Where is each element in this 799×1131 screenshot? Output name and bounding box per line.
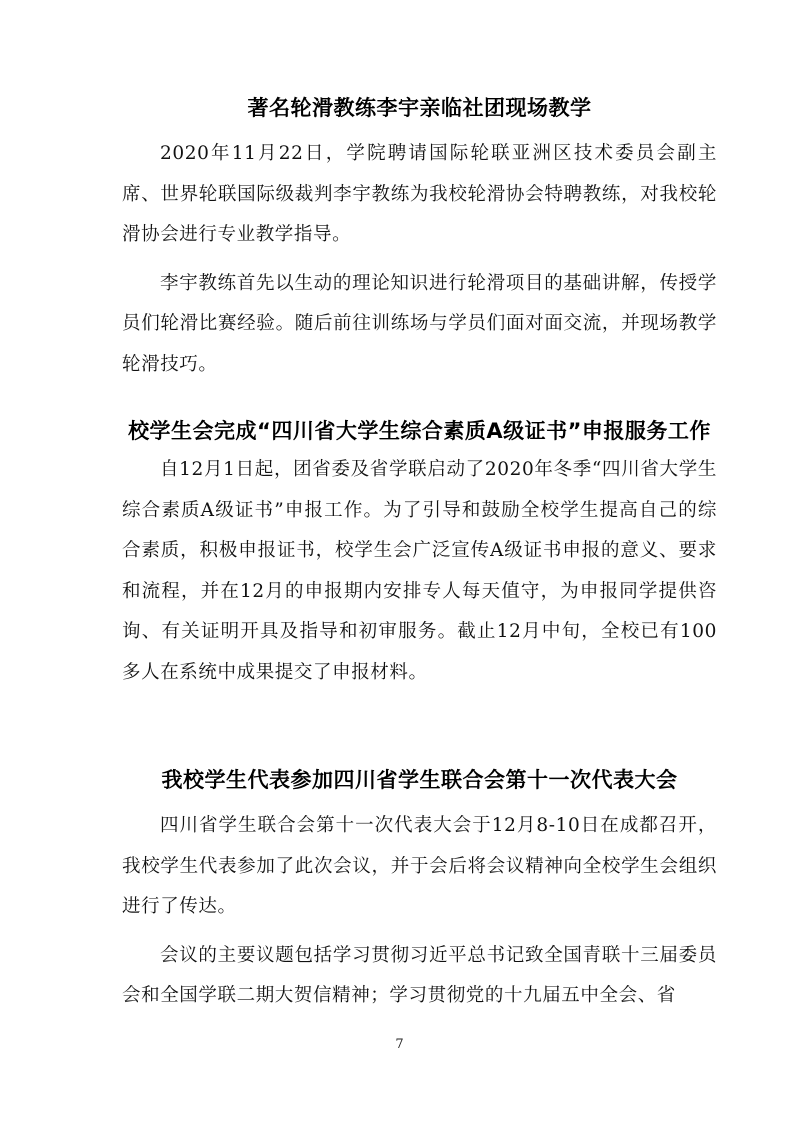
section-paragraph: 会议的主要议题包括学习贯彻习近平总书记致全国青联十三届委员会和全国学联二期大贺信精神；学习贯彻党的十九届五中全会、省	[122, 944, 717, 1006]
section-paragraph: 四川省学生联合会第十一次代表大会于12月8-10日在成都召开，我校学生代表参加了此次会议，并于会后将会议精神向全校学生会组织进行了传达。	[122, 815, 717, 917]
section-paragraph: 自12月1日起，团省委及省学联启动了2020年冬季“四川省大学生综合素质A级证书”申报工作。为了引导和鼓励全校学生提高自己的综合素质，积极申报证书，校学生会广泛宣传A级证书申报的意义、要求和流程，并在12月的申报期内安排专人每天值守，为申报同学提供咨询、有关证明开具及指导和初审服务。截止12月中旬，全校已有100多人在系统中成果提交了申报材料。	[122, 459, 717, 683]
page-number: 7	[395, 1037, 404, 1052]
section-title: 校学生会完成“四川省大学生综合素质A级证书”申报服务工作	[128, 419, 711, 443]
news-section-student-federation-congress	[122, 766, 717, 1017]
news-section-roller-skating	[122, 94, 717, 385]
section-title: 著名轮滑教练李宇亲临社团现场教学	[247, 96, 592, 120]
news-section-a-level-certificate	[122, 417, 717, 693]
section-paragraph: 2020年11月22日，学院聘请国际轮联亚洲区技术委员会副主席、世界轮联国际级裁判李宇教练为我校轮滑协会特聘教练，对我校轮滑协会进行专业教学指导。	[122, 143, 717, 245]
section-title: 我校学生代表参加四川省学生联合会第十一次代表大会	[161, 768, 678, 792]
section-paragraph: 李宇教练首先以生动的理论知识进行轮滑项目的基础讲解，传授学员们轮滑比赛经验。随后前往训练场与学员们面对面交流，并现场教学轮滑技巧。	[122, 272, 717, 375]
